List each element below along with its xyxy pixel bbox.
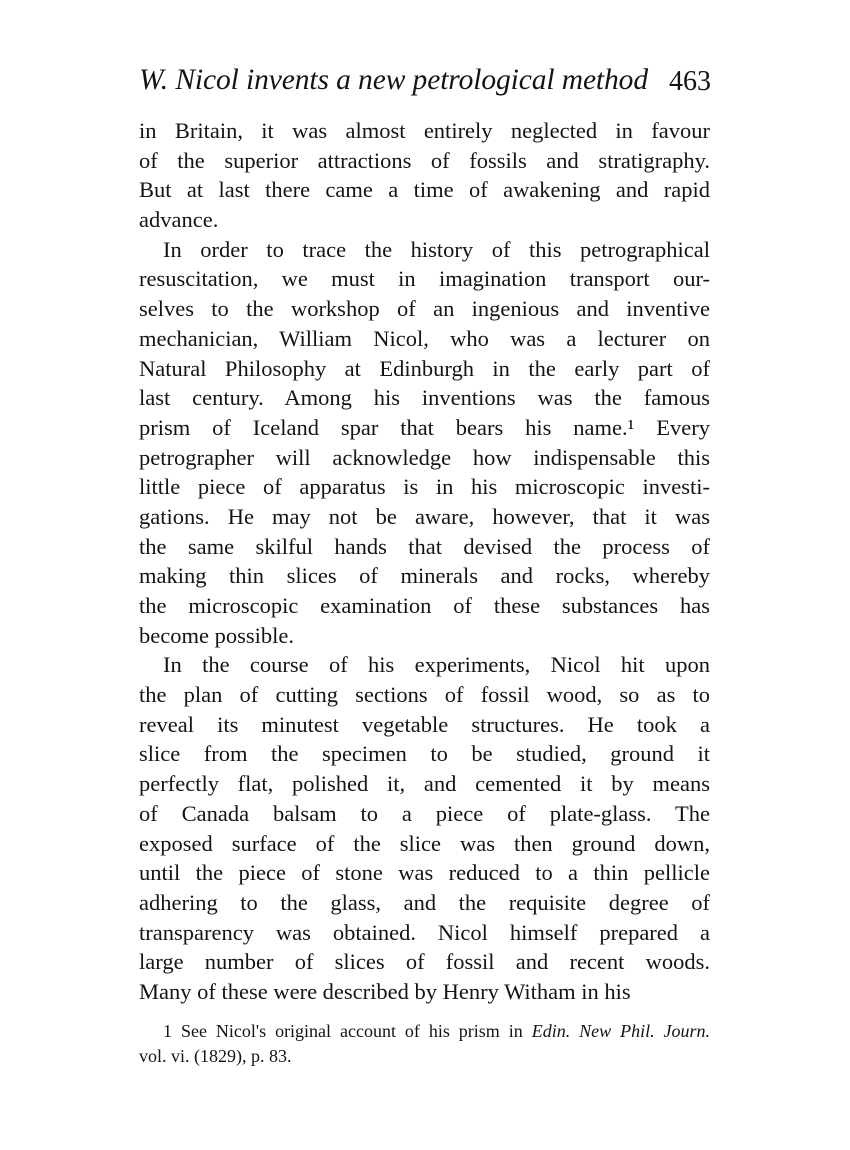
line-text: In order to trace the history of this petrographical [163,236,710,262]
paragraph-2-line [139,443,710,473]
paragraph-3-line [139,739,710,769]
footnote-text: See Nicol's original account of his prism in [180,1020,523,1041]
line-text: of Canada balsam to a piece of plate-glass. The [139,800,710,826]
book-page [139,62,710,1069]
line-text: last century. Among his inventions was the famous [139,385,710,411]
paragraph-3-line [139,888,710,918]
paragraph-2-line [139,472,710,502]
line-text: exposed surface of the slice was then ground down, [139,830,710,856]
paragraph-3-line [139,650,710,680]
line-text: mechanician, William Nicol, who was a lecturer on [139,325,710,351]
footnote-marker: 1 [163,1020,172,1041]
paragraph-3-line [139,680,710,710]
running-head [139,62,710,112]
paragraph-2-line [139,561,710,591]
line-text: the plan of cutting sections of fossil wood, so as to [139,682,710,708]
line-text: large number of slices of fossil and recent woods. [139,949,710,975]
line-text: adhering to the glass, and the requisite degree of [139,889,710,915]
line-text: in Britain, it was almost entirely neglected in favour [139,118,710,143]
line-text: petrographer will acknowledge how indispensable this [139,444,710,470]
line-text: But at last there came a time of awakening and rapid [139,177,710,203]
paragraph-3-line [139,769,710,799]
paragraph-3-line [139,799,710,829]
paragraph-2-line [139,413,710,443]
footnote [139,1019,710,1069]
paragraph-2-line [139,324,710,354]
paragraph-2-line [139,294,710,324]
line-text: Natural Philosophy at Edinburgh in the early part of [139,355,710,381]
line-text: slice from the specimen to be studied, ground it [139,741,710,767]
line-text: the microscopic examination of these substances has [139,593,710,618]
line-text: resuscitation, we must in imagination transport our- [139,266,710,292]
paragraph-3-line [139,977,710,1007]
paragraph-2-line [139,264,710,294]
paragraph-1-line [139,116,710,146]
paragraph-2-line [139,591,710,621]
body-text [139,116,710,1007]
paragraph-2-line [139,502,710,532]
line-text: Many of these were described by Henry Witham in his [139,978,631,1004]
paragraph-2-line [139,621,710,651]
paragraph-2-line [139,354,710,384]
line-text: prism of Iceland spar that bears his name.¹ Every [139,414,710,440]
footnote-line-2: vol. vi. (1829), p. 83. [139,1045,292,1066]
line-text: making thin slices of minerals and rocks, whereby [139,563,710,589]
line-text: selves to the workshop of an ingenious and inventive [139,296,710,322]
running-title: W. Nicol invents a new petrological method [139,64,648,96]
line-text: become possible. [139,622,294,648]
line-text: reveal its minutest vegetable structures. He took a [139,711,710,737]
paragraph-3-line [139,947,710,977]
line-text: until the piece of stone was reduced to a thin pellicle [139,860,710,886]
line-text: little piece of apparatus is in his microscopic investi- [139,474,710,500]
footnote-line-1 [139,1019,710,1044]
line-text: gations. He may not be aware, however, that it was [139,503,710,529]
paragraph-3-line [139,829,710,859]
paragraph-3-line [139,858,710,888]
paragraph-2-line [139,235,710,265]
paragraph-3-line [139,710,710,740]
footnote-citation: Edin. New Phil. Journ. [531,1020,711,1041]
paragraph-3-line [139,918,710,948]
line-text: the same skilful hands that devised the process of [139,533,710,559]
paragraph-2-line [139,532,710,562]
line-text: In the course of his experiments, Nicol hit upon [163,652,710,678]
line-text: transparency was obtained. Nicol himself prepared a [139,919,710,945]
line-text: perfectly flat, polished it, and cemented it by means [139,771,710,797]
paragraph-1-line [139,175,710,205]
paragraph-2-line [139,383,710,413]
line-text: of the superior attractions of fossils and stratigraphy. [139,147,710,173]
line-text: advance. [139,207,219,233]
page-number: 463 [669,66,711,97]
paragraph-1-line [139,146,710,176]
paragraph-1-line [139,205,710,235]
